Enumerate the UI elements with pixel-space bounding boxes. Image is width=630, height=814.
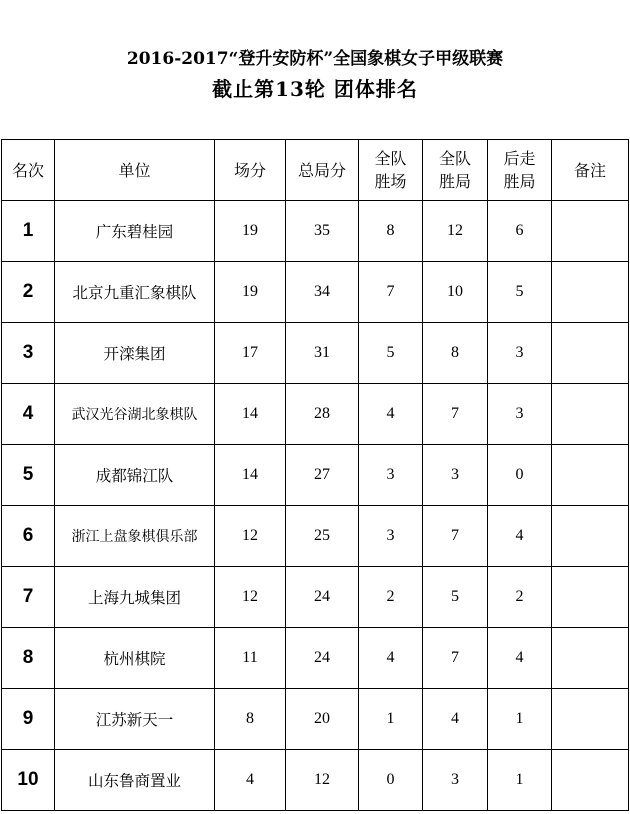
header-rank: 名次 <box>2 140 55 201</box>
cell-team: 山东鲁商置业 <box>55 750 215 811</box>
table-row <box>2 750 629 811</box>
cell-team: 北京九重汇象棋队 <box>55 262 215 323</box>
header-team-game-wins-line2: 胜局 <box>438 172 471 191</box>
table-row <box>2 323 629 384</box>
cell-black-wins: 5 <box>488 262 552 323</box>
cell-match-points: 14 <box>215 445 286 506</box>
cell-rank: 8 <box>2 628 55 689</box>
cell-remarks <box>552 384 629 445</box>
cell-team-wins: 4 <box>359 628 423 689</box>
cell-remarks <box>552 201 629 262</box>
cell-black-wins: 4 <box>488 628 552 689</box>
cell-rank: 7 <box>2 567 55 628</box>
cell-rank: 2 <box>2 262 55 323</box>
cell-team-wins: 4 <box>359 384 423 445</box>
cell-total-game-points: 28 <box>286 384 359 445</box>
cell-match-points: 17 <box>215 323 286 384</box>
table-row <box>2 262 629 323</box>
cell-remarks <box>552 323 629 384</box>
table-header-row <box>2 140 629 201</box>
cell-team-game-wins: 4 <box>423 689 488 750</box>
cell-remarks <box>552 506 629 567</box>
cell-match-points: 12 <box>215 567 286 628</box>
cell-team-game-wins: 7 <box>423 506 488 567</box>
table-row <box>2 567 629 628</box>
cell-match-points: 4 <box>215 750 286 811</box>
cell-team-wins: 3 <box>359 445 423 506</box>
cell-remarks <box>552 567 629 628</box>
cell-team: 浙江上盘象棋俱乐部 <box>55 506 215 567</box>
cell-total-game-points: 31 <box>286 323 359 384</box>
cell-total-game-points: 34 <box>286 262 359 323</box>
cell-remarks <box>552 628 629 689</box>
cell-match-points: 19 <box>215 201 286 262</box>
cell-team: 武汉光谷湖北象棋队 <box>55 384 215 445</box>
cell-match-points: 19 <box>215 262 286 323</box>
document-subtitle: 截止第13轮 团体排名 <box>212 77 418 101</box>
header-black-wins <box>488 140 552 201</box>
cell-team-wins: 1 <box>359 689 423 750</box>
cell-black-wins: 6 <box>488 201 552 262</box>
cell-black-wins: 1 <box>488 689 552 750</box>
cell-team: 广东碧桂园 <box>55 201 215 262</box>
table-row <box>2 506 629 567</box>
cell-team-game-wins: 3 <box>423 750 488 811</box>
header-black-wins-line1: 后走 <box>503 149 536 168</box>
cell-team-wins: 0 <box>359 750 423 811</box>
cell-team-game-wins: 3 <box>423 445 488 506</box>
cell-team-wins: 2 <box>359 567 423 628</box>
cell-remarks <box>552 750 629 811</box>
cell-rank: 3 <box>2 323 55 384</box>
cell-team-game-wins: 12 <box>423 201 488 262</box>
table-row <box>2 689 629 750</box>
cell-team: 江苏新天一 <box>55 689 215 750</box>
document-title: 2016-2017“登升安防杯”全国象棋女子甲级联赛 <box>126 49 504 69</box>
header-black-wins-line2: 胜局 <box>503 172 536 191</box>
cell-rank: 1 <box>2 201 55 262</box>
cell-team-game-wins: 8 <box>423 323 488 384</box>
table-row <box>2 201 629 262</box>
cell-total-game-points: 25 <box>286 506 359 567</box>
header-team: 单位 <box>55 140 215 201</box>
header-team-wins-line2: 胜场 <box>374 172 407 191</box>
cell-team-game-wins: 5 <box>423 567 488 628</box>
cell-remarks <box>552 689 629 750</box>
ranking-table <box>1 139 629 811</box>
cell-total-game-points: 12 <box>286 750 359 811</box>
cell-total-game-points: 35 <box>286 201 359 262</box>
cell-black-wins: 1 <box>488 750 552 811</box>
cell-black-wins: 2 <box>488 567 552 628</box>
table-row <box>2 445 629 506</box>
cell-team-wins: 5 <box>359 323 423 384</box>
cell-team: 上海九城集团 <box>55 567 215 628</box>
table-row <box>2 628 629 689</box>
header-remarks: 备注 <box>552 140 629 201</box>
cell-black-wins: 3 <box>488 384 552 445</box>
ranking-table-body <box>2 201 629 811</box>
cell-rank: 6 <box>2 506 55 567</box>
cell-rank: 4 <box>2 384 55 445</box>
cell-team-wins: 7 <box>359 262 423 323</box>
cell-black-wins: 0 <box>488 445 552 506</box>
cell-total-game-points: 20 <box>286 689 359 750</box>
cell-rank: 5 <box>2 445 55 506</box>
cell-team: 开滦集团 <box>55 323 215 384</box>
cell-rank: 9 <box>2 689 55 750</box>
cell-team: 杭州棋院 <box>55 628 215 689</box>
cell-team: 成都锦江队 <box>55 445 215 506</box>
cell-team-wins: 3 <box>359 506 423 567</box>
header-match-points: 场分 <box>215 140 286 201</box>
cell-black-wins: 4 <box>488 506 552 567</box>
cell-match-points: 8 <box>215 689 286 750</box>
header-team-game-wins <box>423 140 488 201</box>
cell-black-wins: 3 <box>488 323 552 384</box>
cell-team-wins: 8 <box>359 201 423 262</box>
cell-match-points: 12 <box>215 506 286 567</box>
header-total-game-points: 总局分 <box>286 140 359 201</box>
header-team-wins-line1: 全队 <box>374 149 407 168</box>
cell-total-game-points: 24 <box>286 567 359 628</box>
cell-total-game-points: 24 <box>286 628 359 689</box>
header-team-game-wins-line1: 全队 <box>438 149 471 168</box>
table-row <box>2 384 629 445</box>
cell-remarks <box>552 262 629 323</box>
cell-match-points: 11 <box>215 628 286 689</box>
cell-team-game-wins: 7 <box>423 628 488 689</box>
cell-remarks <box>552 445 629 506</box>
cell-team-game-wins: 10 <box>423 262 488 323</box>
cell-team-game-wins: 7 <box>423 384 488 445</box>
cell-match-points: 14 <box>215 384 286 445</box>
header-team-wins <box>359 140 423 201</box>
cell-rank: 10 <box>2 750 55 811</box>
cell-total-game-points: 27 <box>286 445 359 506</box>
